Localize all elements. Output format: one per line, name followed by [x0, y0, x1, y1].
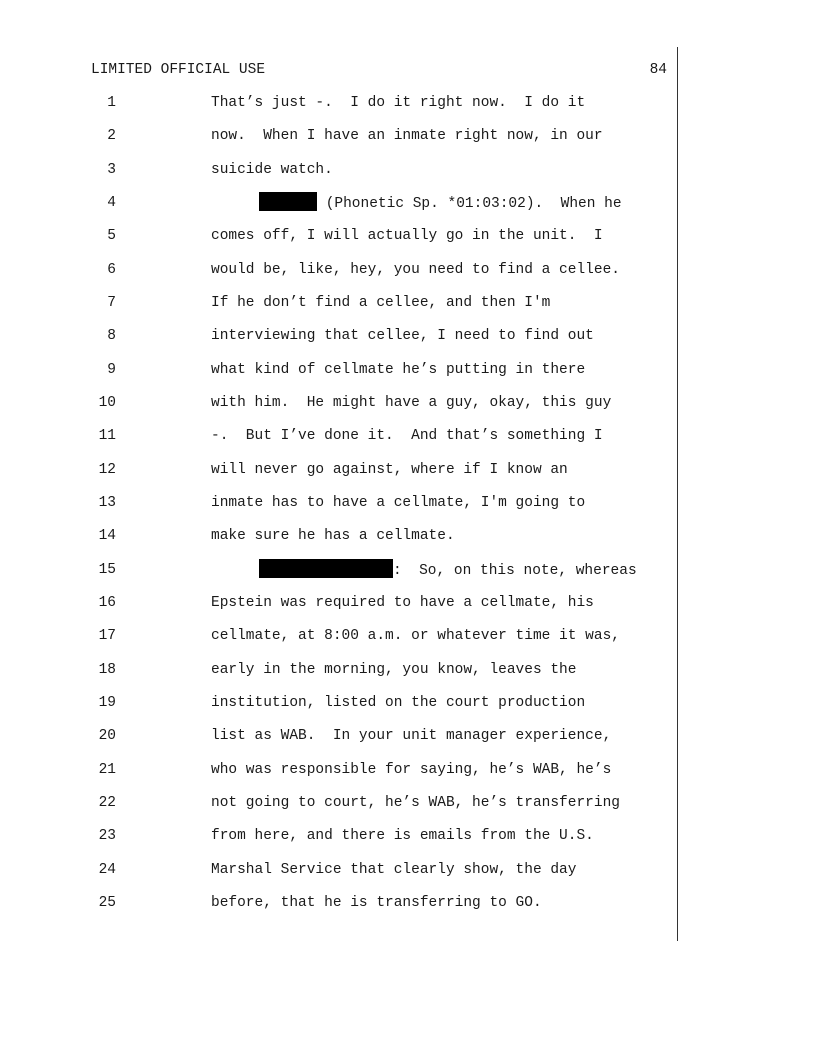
line-number: 8 — [107, 328, 116, 344]
line-number: 10 — [98, 395, 116, 411]
line-number: 17 — [98, 628, 116, 644]
line-text: what kind of cellmate he’s putting in there — [211, 362, 586, 378]
transcript-line — [0, 659, 680, 681]
transcript-line — [0, 759, 680, 781]
line-text: (Phonetic Sp. *01:03:02). When he — [317, 196, 622, 212]
line-text: That’s just -. I do it right now. I do it — [211, 95, 586, 111]
transcript-line — [0, 459, 680, 481]
line-text: comes off, I will actually go in the unit. I — [211, 228, 603, 244]
line-number: 20 — [98, 728, 116, 744]
line-number: 11 — [98, 428, 116, 444]
transcript-line — [0, 892, 680, 914]
line-text-with-redaction — [259, 192, 622, 215]
line-number: 23 — [98, 828, 116, 844]
line-text: If he don’t find a cellee, and then I'm — [211, 295, 551, 311]
line-number: 14 — [98, 528, 116, 544]
line-number: 22 — [98, 795, 116, 811]
line-text: suicide watch. — [211, 162, 333, 178]
transcript-line — [0, 159, 680, 181]
line-number: 15 — [98, 562, 116, 578]
line-text: before, that he is transferring to GO. — [211, 895, 542, 911]
line-text: Marshal Service that clearly show, the day — [211, 862, 577, 878]
transcript-line — [0, 225, 680, 247]
line-number: 18 — [98, 662, 116, 678]
line-text: list as WAB. In your unit manager experience, — [211, 728, 612, 744]
redaction-block — [259, 559, 393, 578]
line-text: would be, like, hey, you need to find a cellee. — [211, 262, 620, 278]
transcript-line — [0, 392, 680, 414]
line-number: 25 — [98, 895, 116, 911]
line-text: : So, on this note, whereas — [393, 563, 637, 579]
transcript-line — [0, 359, 680, 381]
classification-header: LIMITED OFFICIAL USE — [91, 62, 266, 78]
line-text: from here, and there is emails from the U.S. — [211, 828, 594, 844]
line-number: 3 — [107, 162, 116, 178]
transcript-line — [0, 292, 680, 314]
line-text: will never go against, where if I know an — [211, 462, 568, 478]
line-text: -. But I’ve done it. And that’s something I — [211, 428, 603, 444]
line-number: 13 — [98, 495, 116, 511]
line-text: not going to court, he’s WAB, he’s transferring — [211, 795, 620, 811]
transcript-line — [0, 92, 680, 114]
line-text: inmate has to have a cellmate, I'm going to — [211, 495, 586, 511]
line-number: 1 — [107, 95, 116, 111]
transcript-line — [0, 425, 680, 447]
transcript-line — [0, 492, 680, 514]
line-number: 19 — [98, 695, 116, 711]
line-number: 16 — [98, 595, 116, 611]
line-text: make sure he has a cellmate. — [211, 528, 455, 544]
line-text: now. When I have an inmate right now, in our — [211, 128, 603, 144]
transcript-line — [0, 259, 680, 281]
transcript-line — [0, 792, 680, 814]
line-number: 6 — [107, 262, 116, 278]
transcript-line — [0, 192, 680, 214]
line-text: cellmate, at 8:00 a.m. or whatever time it was, — [211, 628, 620, 644]
line-number: 24 — [98, 862, 116, 878]
page-number: 84 — [649, 62, 667, 78]
line-text-with-redaction — [259, 559, 637, 582]
line-text: interviewing that cellee, I need to find out — [211, 328, 594, 344]
line-number: 9 — [107, 362, 116, 378]
transcript-line — [0, 525, 680, 547]
transcript-line — [0, 592, 680, 614]
transcript-line — [0, 725, 680, 747]
transcript-line — [0, 825, 680, 847]
transcript-line — [0, 625, 680, 647]
line-text: who was responsible for saying, he’s WAB, he’s — [211, 762, 612, 778]
line-text: Epstein was required to have a cellmate, his — [211, 595, 594, 611]
transcript-line — [0, 692, 680, 714]
line-number: 2 — [107, 128, 116, 144]
line-number: 21 — [98, 762, 116, 778]
line-number: 7 — [107, 295, 116, 311]
line-number: 5 — [107, 228, 116, 244]
line-text: early in the morning, you know, leaves the — [211, 662, 577, 678]
line-number: 12 — [98, 462, 116, 478]
transcript-line — [0, 125, 680, 147]
redaction-block — [259, 192, 317, 211]
line-text: with him. He might have a guy, okay, this guy — [211, 395, 612, 411]
line-number: 4 — [107, 195, 116, 211]
transcript-line — [0, 559, 680, 581]
transcript-line — [0, 325, 680, 347]
line-text: institution, listed on the court production — [211, 695, 586, 711]
transcript-line — [0, 859, 680, 881]
